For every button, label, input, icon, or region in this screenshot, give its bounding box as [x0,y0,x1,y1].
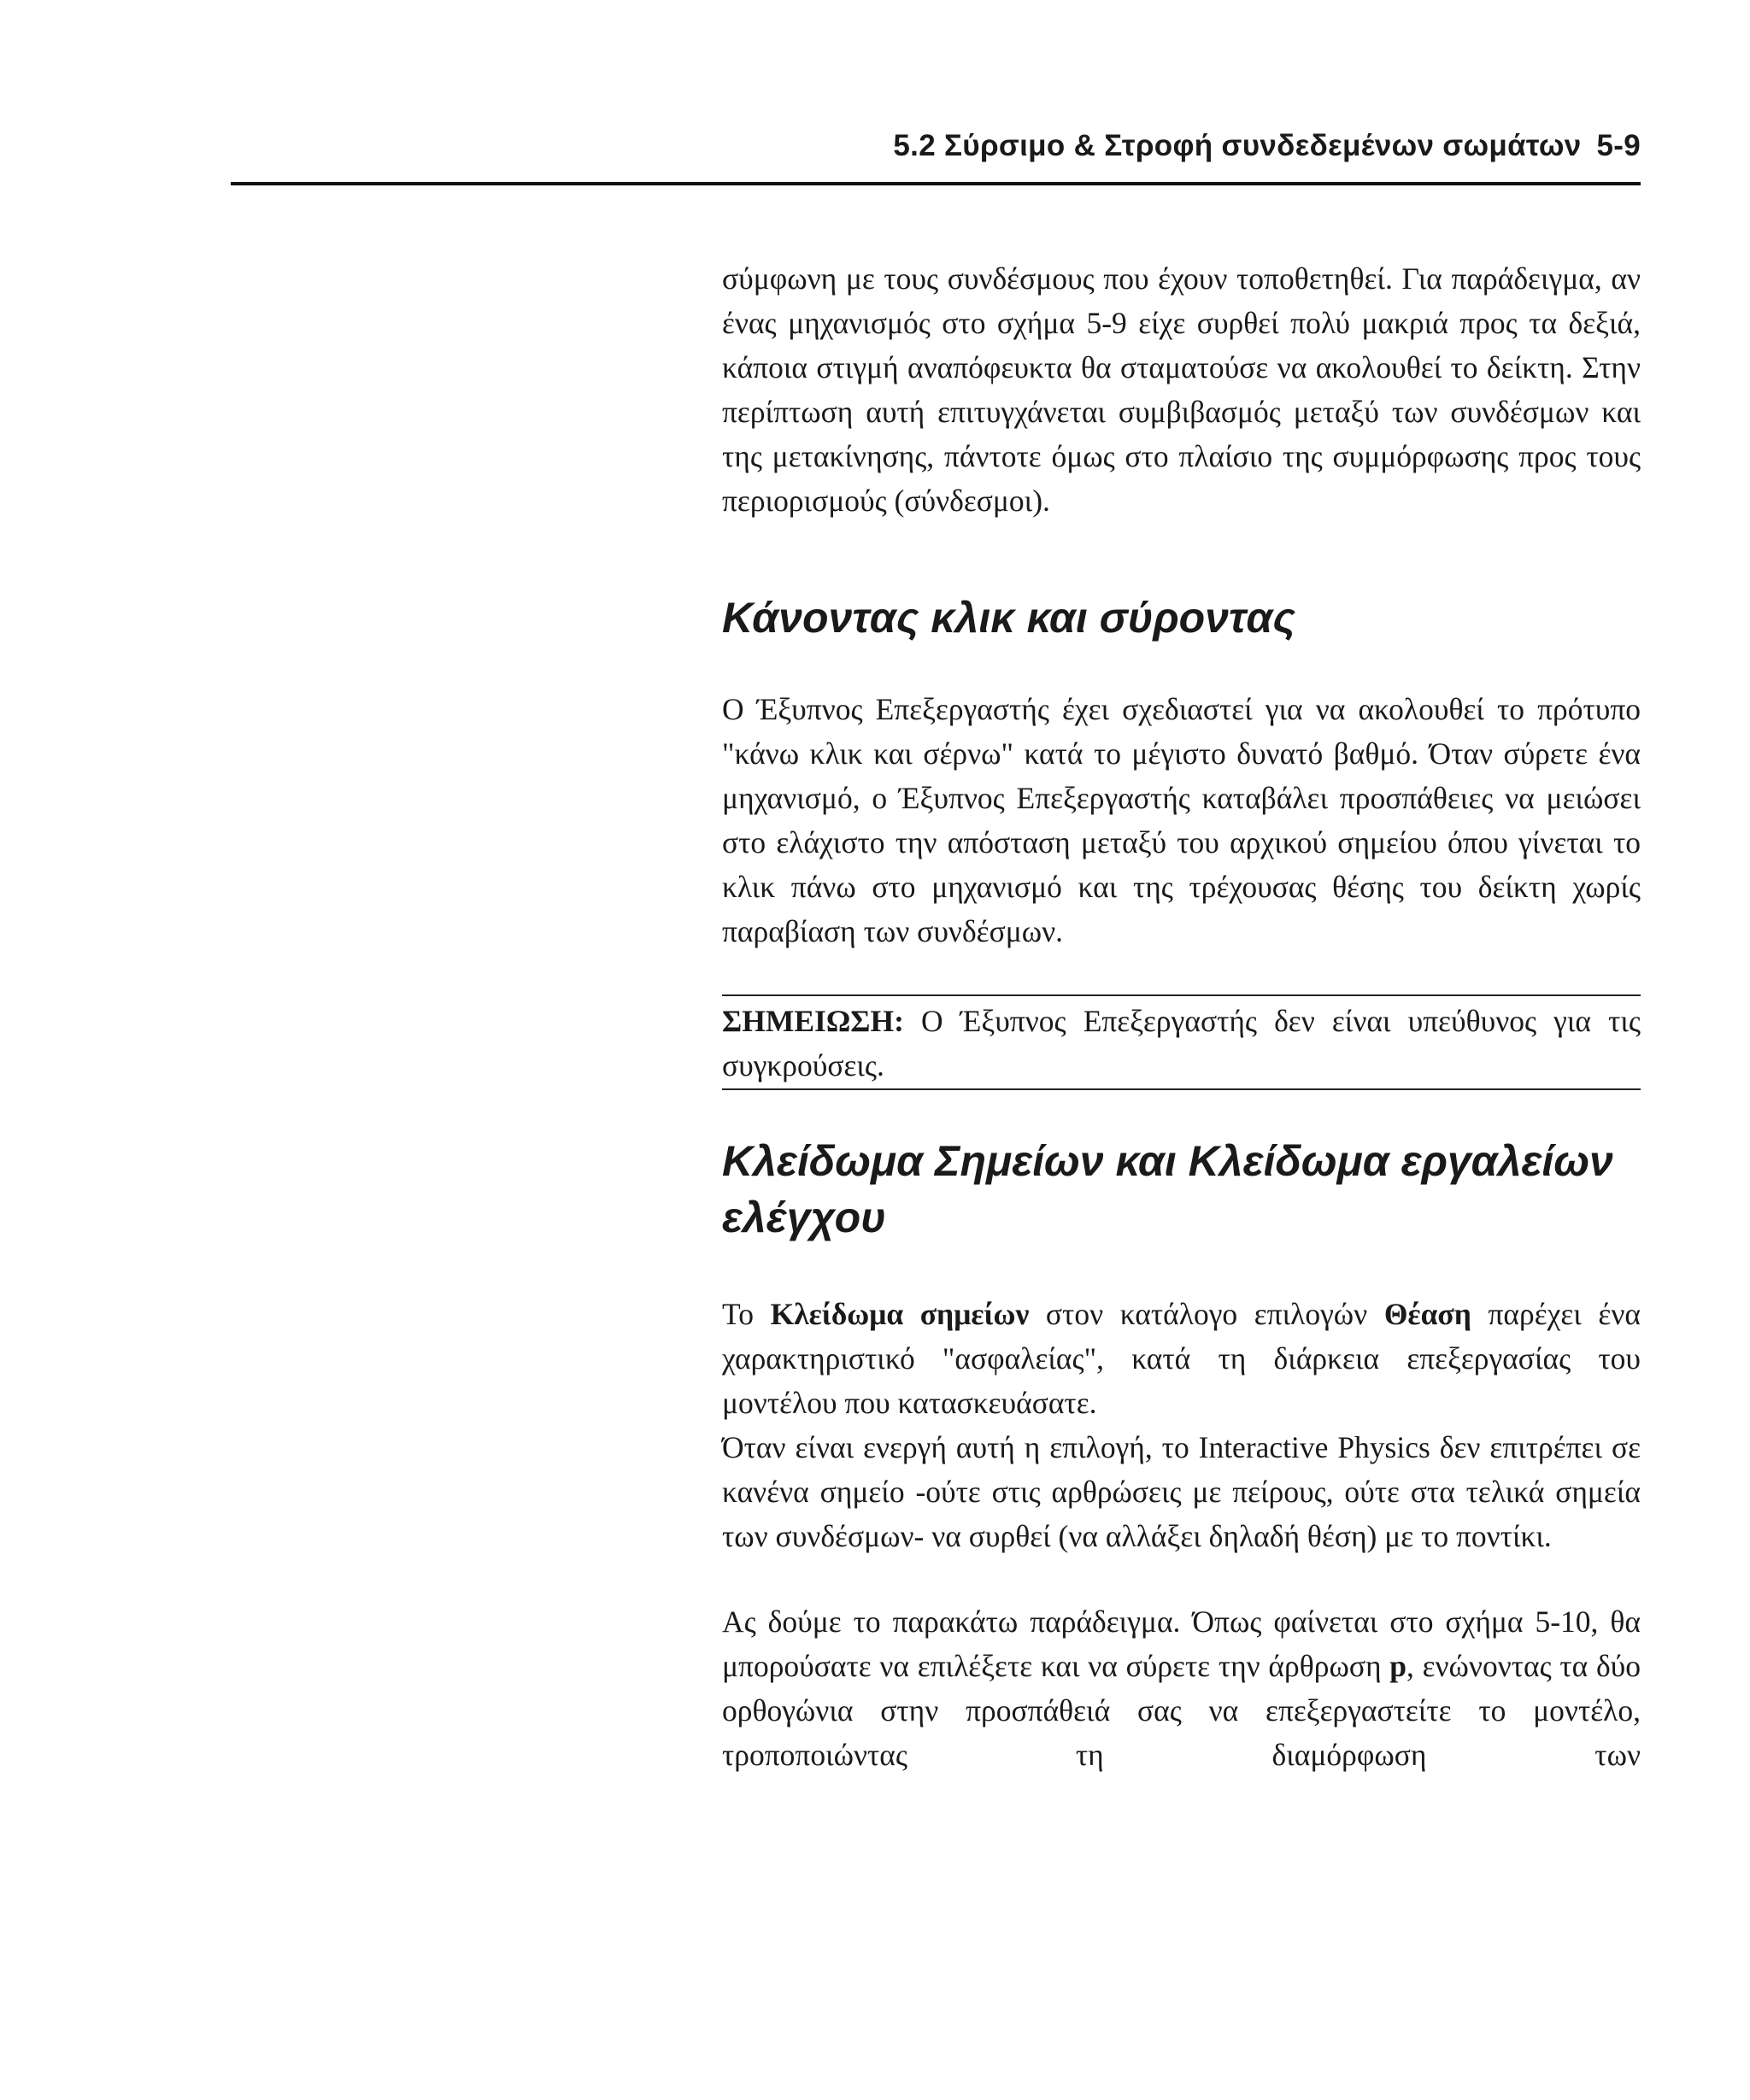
page-number: 5-9 [1596,129,1641,162]
note-text: Ο Έξυπνος Επεξεργαστής δεν είναι υπεύθυνος για τις συγκρούσεις. [722,1004,1641,1082]
bold-term-joint-p: p [1389,1649,1406,1683]
note-box [722,994,1641,1090]
text-run: Το [722,1297,771,1331]
text-run: Ας δούμε το παρακάτω παράδειγμα. Όπως φαίνεται στο σχήμα 5-10, θα μπορούσατε να επιλέξετε και να σύρετε την άρθρωση [722,1604,1641,1683]
click-drag-paragraph: Ο Έξυπνος Επεξεργαστής έχει σχεδιαστεί για να ακολουθεί το πρότυπο "κάνω κλικ και σέρνω" κατά το μέγιστο δυνατό βαθμό. Όταν σύρετε ένα μηχανισμό, ο Έξυπνος Επεξεργαστής καταβάλει προσπάθειες να μειώσει στο ελάχιστο την απόσταση μεταξύ του αρχικού σημείου όπου γίνεται το κλικ πάνω στο μηχανισμό και της τρέχουσας θέσης του δείκτη χωρίς παραβίαση των συνδέσμων. [722,692,1641,948]
point-lock-paragraph-1 [722,1292,1641,1425]
intro-paragraph: σύμφωνη με τους συνδέσμους που έχουν τοποθετηθεί. Για παράδειγμα, αν ένας μηχανισμός στο σχήμα 5-9 είχε συρθεί πολύ μακριά προς τα δεξιά, κάποια στιγμή αναπόφευκτα θα σταματούσε να ακολουθεί το δείκτη. Στην περίπτωση αυτή επιτυγχάνεται συμβιβασμός μεταξύ των συνδέσμων και της μετακίνησης, πάντοτε όμως στο πλαίσιο της συμμόρφωσης προς τους περιορισμούς (σύνδεσμοι). [722,261,1641,518]
bold-term-point-lock: Κλείδωμα σημείων [770,1297,1030,1331]
text-run: , ενώνοντας τα δύο ορθογώνια στην προσπάθειά σας να επεξεργαστείτε το μοντέλο, τροποποιώντας τη διαμόρφωση των [722,1649,1641,1772]
bold-term-view-menu: Θέαση [1383,1297,1471,1331]
text-run: στον κατάλογο επιλογών [1029,1297,1384,1331]
point-lock-paragraph-2: Όταν είναι ενεργή αυτή η επιλογή, το Interactive Physics δεν επιτρέπει σε κανένα σημείο -ούτε στις αρθρώσεις με πείρους, ούτε στα τελικά σημεία των συνδέσμων- να συρθεί (να αλλάξει δηλαδή θέση) με το ποντίκι. [722,1430,1641,1553]
note-label: ΣΗΜΕΙΩΣΗ: [722,1004,904,1038]
header-title: 5.2 Σύρσιμο & Στροφή συνδεδεμένων σωμάτων [893,129,1582,162]
main-text-column [722,256,1641,1777]
running-header [231,124,1641,185]
heading-point-lock: Κλείδωμα Σημείων και Κλείδωμα εργαλείων ελέγχου [722,1137,1613,1241]
text-run: παρέχει ένα χαρακτηριστικό "ασφαλείας", κατά τη διάρκεια επεξεργασίας του μοντέλου που κατασκευάσατε. [722,1297,1641,1420]
heading-click-drag: Κάνοντας κλικ και σύροντας [722,594,1296,642]
example-paragraph [722,1599,1641,1777]
